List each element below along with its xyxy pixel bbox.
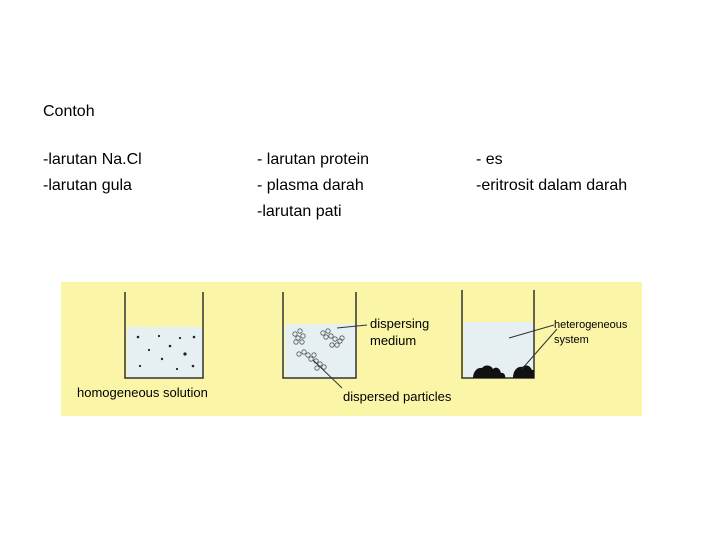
label-system: system [554,334,589,346]
slide-title: Contoh [43,103,95,120]
label-dispersed-particles: dispersed particles [343,389,452,404]
label-dispersing: dispersing [370,316,430,331]
label-homogeneous: homogeneous solution [77,385,208,400]
example-item: -larutan Na.Cl [43,151,142,168]
label-medium: medium [370,333,417,348]
liquid [127,327,203,378]
example-item: - plasma darah [257,177,364,194]
example-column-homogeneous [43,147,142,199]
example-column-colloid [257,147,369,225]
example-item: -eritrosit dalam darah [476,177,628,194]
example-item: -larutan pati [257,203,342,220]
example-column-heterogeneous [476,147,627,199]
example-item: -larutan gula [43,177,132,194]
mixture-diagram [61,282,642,416]
example-item: - larutan protein [257,151,370,168]
label-heterogeneous: heterogeneous [554,319,628,331]
mixture-types-figure [61,282,642,416]
example-item: - es [476,151,503,168]
